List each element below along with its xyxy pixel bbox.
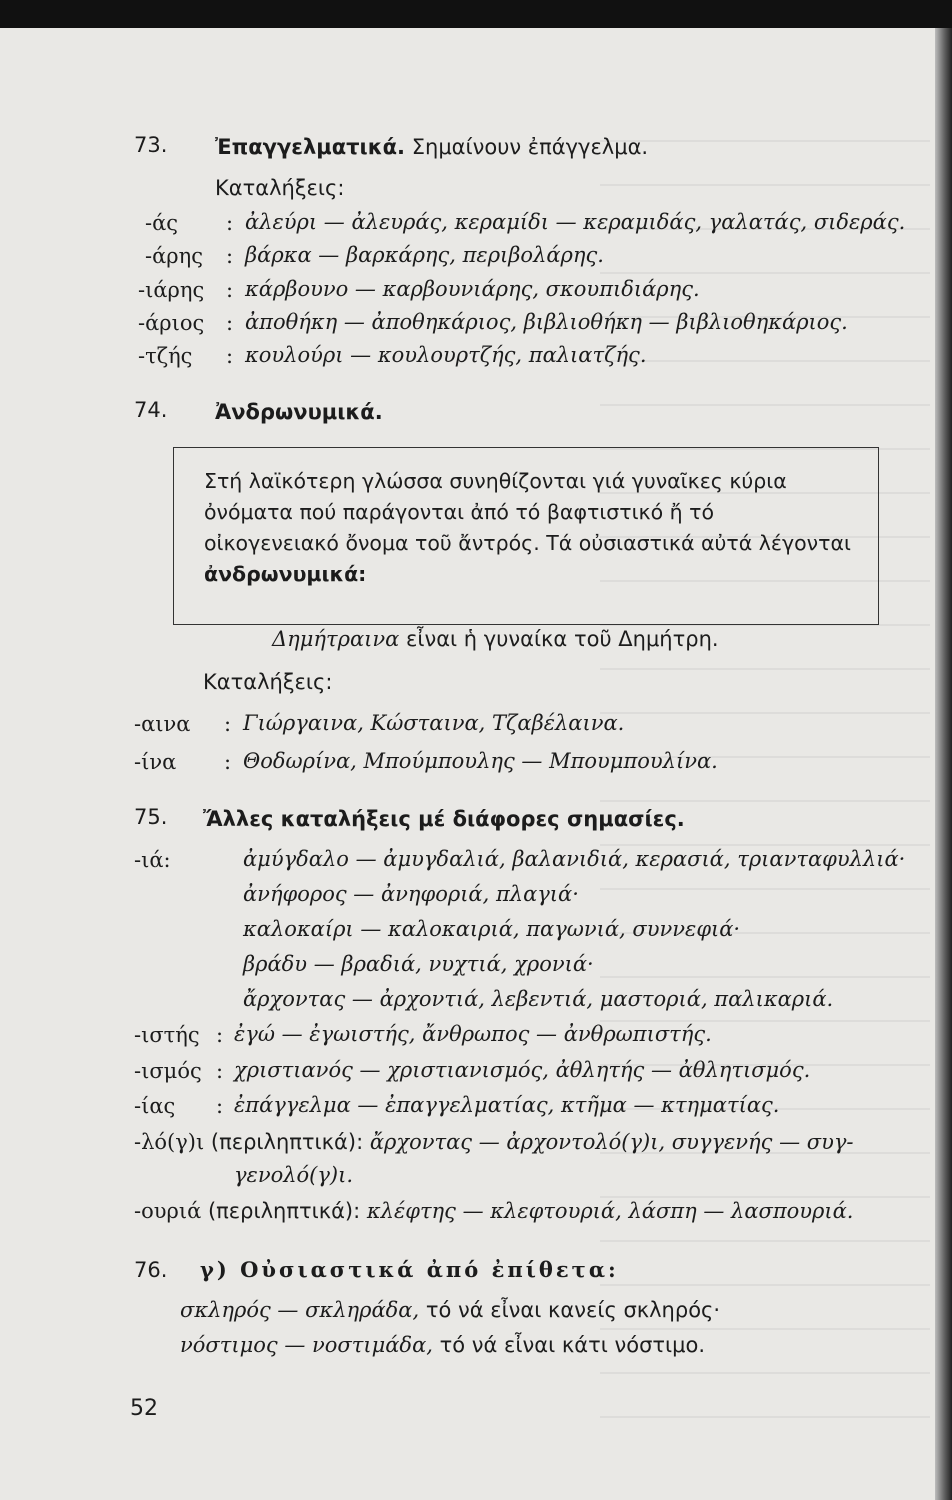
example-text: Θοδωρίνα, Μπούμπουλης — Μπουμπουλίνα. xyxy=(243,749,718,773)
definition-box xyxy=(173,447,879,625)
section-74-endings-label: Καταλήξεις: xyxy=(203,670,333,694)
section-73-heading xyxy=(215,133,648,161)
section-73-number: 73. xyxy=(134,133,168,157)
page-edge-shadow xyxy=(935,28,952,1500)
example-pair: σκληρός — σκληράδα, xyxy=(180,1298,420,1322)
example-explanation: εἶναι ἡ γυναίκα τοῦ Δημήτρη. xyxy=(406,627,719,651)
colon: : xyxy=(224,712,232,736)
suffix: -άρης xyxy=(145,244,203,268)
istis-example: ἐγώ — ἐγωιστής, ἄνθρωπος — ἀνθρωπιστής. xyxy=(234,1022,712,1046)
suffix-logi: -λό(γ)ι xyxy=(134,1130,205,1154)
example-text: ἀλεύρι — ἀλευράς, κεραμίδι — κεραμιδάς, γαλατάς, σιδεράς. xyxy=(245,210,906,234)
colon: : xyxy=(226,244,234,268)
colon: : xyxy=(226,344,234,368)
suffix: -ίνα xyxy=(134,750,177,774)
example-text: ἀποθήκη — ἀποθηκάριος, βιβλιοθήκη — βιβλιοθηκάριος. xyxy=(245,310,848,334)
example-text: κάρβουνο — καρβουνιάρης, σκουπιδιάρης. xyxy=(245,277,700,301)
ouria-entry xyxy=(134,1197,853,1225)
section-75-title: Ἄλλες καταλήξεις μέ διάφορες σημασίες. xyxy=(203,807,685,831)
ias-example: ἐπάγγελμα — ἐπαγγελματίας, κτῆμα — κτηματίας. xyxy=(234,1093,780,1117)
example-text: βάρκα — βαρκάρης, περιβολάρης. xyxy=(245,243,604,267)
example-name: Δημήτραινα xyxy=(272,627,400,651)
example-meaning: τό νά εἶναι κάτι νόστιμο. xyxy=(439,1333,706,1357)
section-76-line xyxy=(180,1331,705,1359)
suffix: -αινα xyxy=(134,712,191,736)
colon: : xyxy=(226,211,234,235)
definition-text xyxy=(204,466,854,590)
suffix-ias: -ίας xyxy=(134,1094,176,1118)
section-73-description: Σημαίνουν ἐπάγγελμα. xyxy=(411,135,649,159)
section-75-number: 75. xyxy=(134,805,168,829)
suffix-istis: -ιστής xyxy=(134,1023,200,1047)
ia-example-line: ἄρχοντας — ἀρχοντιά, λεβεντιά, μαστοριά, παλικαριά. xyxy=(243,987,834,1011)
section-74-example xyxy=(272,625,719,653)
section-76-title: γ) Οὐσιαστικά ἀπό ἐπίθετα: xyxy=(200,1257,619,1282)
example-pair: νόστιμος — νοστιμάδα, xyxy=(180,1333,433,1357)
section-76-number: 76. xyxy=(134,1258,168,1282)
ouria-example: κλέφτης — κλεφτουριά, λάσπη — λασπουριά. xyxy=(366,1199,854,1223)
scan-top-border xyxy=(0,0,952,28)
colon: : xyxy=(226,311,234,335)
definition-term: ἀνδρωνυμικά: xyxy=(204,562,367,586)
logi-example: ἄρχοντας — ἀρχοντολό(γ)ι, συγγενής — συγ- xyxy=(369,1130,854,1154)
ia-example-line: ἀμύγδαλο — ἀμυγδαλιά, βαλανιδιά, κερασιά, τριανταφυλλιά· xyxy=(243,847,906,871)
section-74-number: 74. xyxy=(134,398,168,422)
suffix-ouria: -ουριά xyxy=(134,1199,202,1223)
suffix: -ιάρης xyxy=(138,278,205,302)
logi-example-continued: γενολό(γ)ι. xyxy=(234,1163,354,1187)
colon: : xyxy=(216,1023,224,1047)
colon: : xyxy=(216,1059,224,1083)
colon: : xyxy=(224,750,232,774)
logi-entry xyxy=(134,1128,854,1156)
example-text: Γιώργαινα, Κώσταινα, Τζαβέλαινα. xyxy=(243,711,625,735)
ia-example-line: καλοκαίρι — καλοκαιριά, παγωνιά, συννεφιά· xyxy=(243,917,741,941)
logi-note: (περιληπτικά): xyxy=(210,1130,364,1154)
ia-example-line: βράδυ — βραδιά, νυχτιά, χρονιά· xyxy=(243,952,594,976)
example-text: κουλούρι — κουλουρτζής, παλιατζής. xyxy=(245,343,647,367)
suffix: -άριος xyxy=(138,311,205,335)
example-meaning: τό νά εἶναι κανείς σκληρός· xyxy=(425,1298,721,1322)
ia-example-line: ἀνήφορος — ἀνηφοριά, πλαγιά· xyxy=(243,882,579,906)
colon: : xyxy=(216,1094,224,1118)
suffix: -τζής xyxy=(138,344,193,368)
section-74-title: Ἀνδρωνυμικά. xyxy=(215,400,383,424)
suffix-ismos: -ισμός xyxy=(134,1059,202,1083)
page-number: 52 xyxy=(130,1396,158,1421)
suffix: -άς xyxy=(145,211,179,235)
ismos-example: χριστιανός — χριστιανισμός, ἀθλητής — ἀθλητισμός. xyxy=(234,1058,811,1082)
suffix-ia: -ιά: xyxy=(134,848,171,872)
definition-body: Στή λαϊκότερη γλώσσα συνηθίζονται γιά γυναῖκες κύρια ὀνόματα πού παράγονται ἀπό τό βαφτιστικό ἤ τό οἰκογενειακό ὄνομα τοῦ ἄντρός. Τά οὐσιαστικά αὐτά λέγονται xyxy=(204,469,851,555)
colon: : xyxy=(226,278,234,302)
ouria-note: (περιληπτικά): xyxy=(207,1199,361,1223)
section-73-endings-label: Καταλήξεις: xyxy=(215,176,345,200)
section-73-title: Ἐπαγγελματικά. xyxy=(215,135,406,159)
section-76-line xyxy=(180,1296,720,1324)
